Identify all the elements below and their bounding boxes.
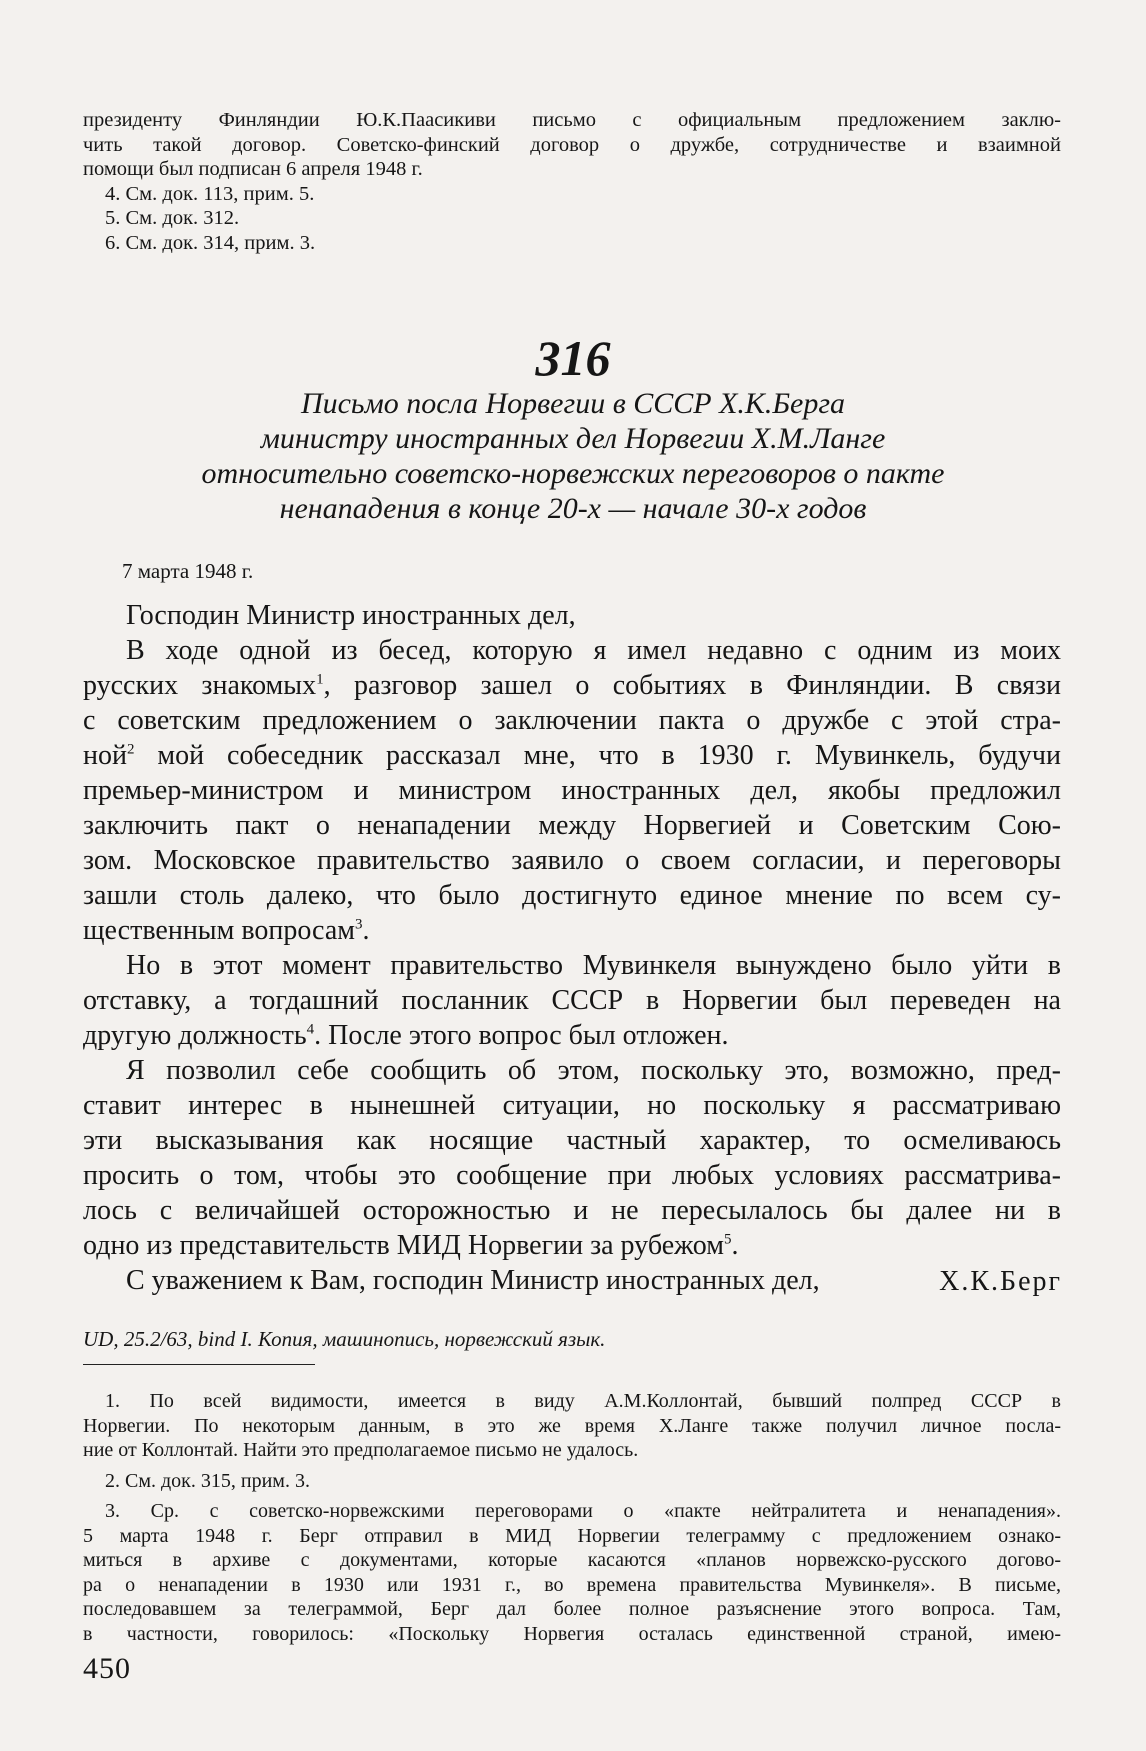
- top-note-item: 5. См. док. 312.: [105, 207, 240, 229]
- footnotes: [83, 1389, 1061, 1646]
- letter-line: ставит интерес в нынешней ситуации, но поскольку я рассматриваю: [83, 1090, 1061, 1121]
- text: .: [731, 1230, 739, 1261]
- document-title: [0, 386, 1146, 526]
- footnote-line: в частности, говорилось: «Поскольку Норвегия осталась единственной страной, имею-: [83, 1622, 1061, 1645]
- letter-line: [83, 1018, 1061, 1053]
- document-number: 316: [535, 330, 611, 386]
- archive-source: UD, 25.2/63, bind I. Копия, машинопись, норвежский язык.: [83, 1327, 606, 1351]
- title-line: Письмо посла Норвегии в СССР Х.К.Берга: [300, 387, 846, 420]
- letter-line: Но в этот момент правительство Мувинкеля вынуждено было уйти в: [126, 950, 1061, 981]
- footnote-3: [83, 1499, 1061, 1646]
- letter-line: эти высказывания как носящие частный характер, то осмеливаюсь: [83, 1125, 1061, 1156]
- salutation: Господин Министр иностранных дел,: [126, 600, 576, 631]
- letter-line: с советским предложением о заключении пакта о дружбе с этой стра-: [83, 705, 1061, 736]
- footnote-line: Норвегии. По некоторым данным, в это же время Х.Ланге также получил личное посла-: [83, 1414, 1061, 1437]
- letter-line: Я позволил себе сообщить об этом, поскольку это, возможно, пред-: [126, 1055, 1061, 1086]
- letter-line: премьер-министром и министром иностранных дел, якобы предложил: [83, 775, 1061, 806]
- letter-line: зом. Московское правительство заявило о своем согласии, и переговоры: [83, 845, 1061, 876]
- footnote-line: ра о ненападении в 1930 или 1931 г., во времена правительства Мувинкеля». В письме,: [83, 1573, 1061, 1596]
- footnote-line: 3. Ср. с советско-норвежскими переговорами о «пакте нейтралитета и ненападения».: [105, 1500, 1061, 1522]
- text: ной: [83, 740, 127, 771]
- top-note-line: президенту Финляндии Ю.К.Паасикиви письмо с официальным предложением заклю-: [83, 109, 1061, 131]
- letter-line: отставку, а тогдашний посланник СССР в Норвегии был переведен на: [83, 985, 1061, 1016]
- text: другую должность: [83, 1020, 307, 1051]
- text: одно из представительств МИД Норвегии за рубежом: [83, 1230, 724, 1261]
- footnote-line: 5 марта 1948 г. Берг отправил в МИД Норвегии телеграмму с предложением ознако-: [83, 1524, 1061, 1547]
- signature: Х.К.Берг: [939, 1266, 1062, 1297]
- footnote-1: [83, 1389, 1061, 1463]
- letter-line: В ходе одной из бесед, которую я имел недавно с одним из моих: [126, 635, 1061, 666]
- text: мой собеседник рассказал мне, что в 1930 г. Мувинкель, будучи: [134, 740, 1061, 771]
- text: русских знакомых: [83, 670, 317, 701]
- footnote-line: ние от Коллонтай. Найти это предполагаемое письмо не удалось.: [83, 1439, 639, 1461]
- letter-line: просить о том, чтобы это сообщение при любых условиях рассматрива-: [83, 1160, 1061, 1191]
- footnote-line: последовавшем за телеграммой, Берг дал более полное разъяснение этого вопроса. Там,: [83, 1598, 1061, 1620]
- letter-line: [83, 1228, 1061, 1263]
- footnote-ref: 5: [723, 1231, 732, 1248]
- text: , разговор зашел о событиях в Финляндии. В связи: [323, 670, 1061, 701]
- text: щественным вопросам: [83, 915, 355, 946]
- letter-body: [83, 598, 1061, 1298]
- title-line: относительно советско-норвежских переговоров о пакте: [201, 457, 945, 490]
- footnote-ref: 4: [306, 1021, 315, 1038]
- footnote-ref: 2: [126, 741, 135, 758]
- footnote-line: миться в архиве с документами, которые касаются «планов норвежско-русского догово-: [83, 1549, 1061, 1571]
- document-date: 7 марта 1948 г.: [122, 559, 254, 583]
- text: .: [362, 915, 370, 946]
- top-note-line: чить такой договор. Советско-финский договор о дружбе, сотрудничестве и взаимной: [83, 133, 1061, 156]
- letter-line: [83, 913, 1061, 948]
- page-number: 450: [83, 1652, 131, 1685]
- footnote-2: 2. См. док. 315, прим. 3.: [105, 1469, 310, 1492]
- letter-line: [83, 668, 1061, 703]
- letter-line: заключить пакт о ненападении между Норвегией и Советским Сою-: [83, 810, 1061, 841]
- letter-line: лось с величайшей осторожностью и не пересылалось бы далее ни в: [83, 1195, 1061, 1226]
- footnote-divider: [83, 1364, 315, 1365]
- closing: С уважением к Вам, господин Министр иностранных дел,: [126, 1265, 820, 1296]
- title-line: ненападения в конце 20-х — начале 30-х годов: [279, 492, 867, 525]
- letter-line: зашли столь далеко, что было достигнуто единое мнение по всем су-: [83, 880, 1061, 911]
- top-note-item: 4. См. док. 113, прим. 5.: [105, 182, 315, 205]
- title-line: министру иностранных дел Норвегии Х.М.Ланге: [260, 422, 886, 455]
- top-note-line: помощи был подписан 6 апреля 1948 г.: [83, 158, 423, 180]
- footnote-ref: 1: [316, 671, 324, 688]
- letter-line: [83, 738, 1061, 773]
- footnote-ref: 3: [354, 916, 363, 933]
- top-footnotes: [83, 108, 1061, 255]
- footnote-line: 1. По всей видимости, имеется в виду А.М.Коллонтай, бывший полпред СССР в: [105, 1390, 1061, 1412]
- text: . После этого вопрос был отложен.: [314, 1020, 729, 1051]
- top-note-item: 6. См. док. 314, прим. 3.: [105, 231, 316, 254]
